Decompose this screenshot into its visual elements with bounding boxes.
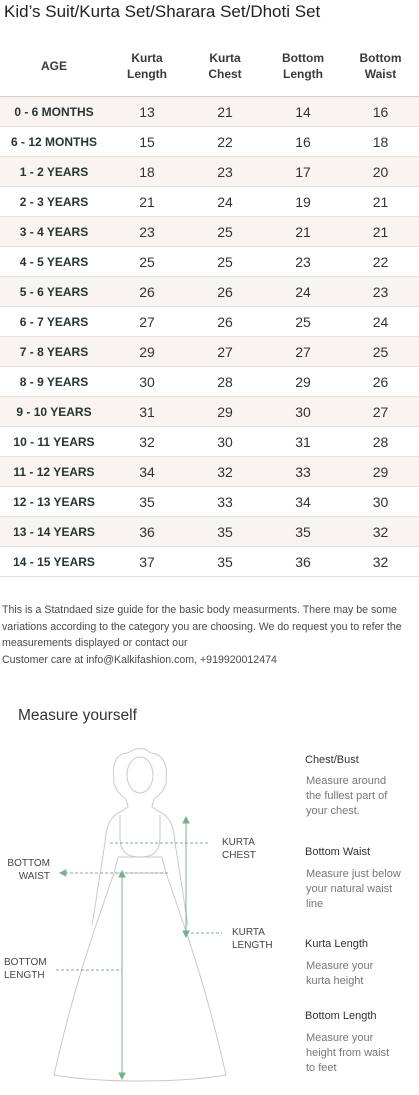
kurta-chest-cell: 33: [186, 487, 264, 517]
bottom-length-label: BOTTOM LENGTH: [4, 957, 47, 981]
bottom-waist-cell: 21: [342, 187, 419, 217]
kurta-length-cell: 13: [108, 97, 186, 127]
table-row: [0, 217, 419, 247]
bottom-length-cell: 16: [264, 127, 342, 157]
kurta-length-cell: 29: [108, 337, 186, 367]
bottom-length-cell: 23: [264, 247, 342, 277]
age-cell: 11 - 12 YEARS: [0, 457, 108, 487]
kurta-chest-cell: 22: [186, 127, 264, 157]
table-row: [0, 157, 419, 187]
size-guide-note: [2, 602, 416, 668]
bottom-waist-heading: Bottom Waist: [305, 846, 370, 858]
age-cell: 14 - 15 YEARS: [0, 547, 108, 577]
bottom-waist-cell: 27: [342, 397, 419, 427]
bottom-length-cell: 36: [264, 547, 342, 577]
kurta-chest-cell: 25: [186, 247, 264, 277]
kurta-length-cell: 35: [108, 487, 186, 517]
kurta-length-cell: 27: [108, 307, 186, 337]
kurta-length-cell: 30: [108, 367, 186, 397]
kurta-chest-cell: 28: [186, 367, 264, 397]
bottom-waist-cell: 21: [342, 217, 419, 247]
header-bottom-waist: Bottom Waist: [342, 36, 419, 97]
age-cell: 5 - 6 YEARS: [0, 277, 108, 307]
kurta-length-cell: 34: [108, 457, 186, 487]
age-cell: 12 - 13 YEARS: [0, 487, 108, 517]
kurta-chest-cell: 21: [186, 97, 264, 127]
kurta-length-label: KURTA LENGTH: [232, 927, 273, 951]
bottom-length-cell: 21: [264, 217, 342, 247]
kurta-length-cell: 26: [108, 277, 186, 307]
table-row: [0, 547, 419, 577]
table-row: [0, 517, 419, 547]
bottom-length-cell: 35: [264, 517, 342, 547]
age-cell: 6 - 12 MONTHS: [0, 127, 108, 157]
kurta-chest-cell: 35: [186, 517, 264, 547]
bottom-waist-cell: 20: [342, 157, 419, 187]
kurta-chest-cell: 23: [186, 157, 264, 187]
bottom-waist-cell: 28: [342, 427, 419, 457]
kurta-length-cell: 25: [108, 247, 186, 277]
header-kurta-length: Kurta Length: [108, 36, 186, 97]
kurta-chest-cell: 24: [186, 187, 264, 217]
kurta-length-cell: 36: [108, 517, 186, 547]
age-cell: 1 - 2 YEARS: [0, 157, 108, 187]
kurta-chest-cell: 35: [186, 547, 264, 577]
age-cell: 2 - 3 YEARS: [0, 187, 108, 217]
table-row: [0, 337, 419, 367]
bottom-waist-cell: 24: [342, 307, 419, 337]
kurta-chest-cell: 26: [186, 307, 264, 337]
age-cell: 8 - 9 YEARS: [0, 367, 108, 397]
header-kurta-chest: Kurta Chest: [186, 36, 264, 97]
kurta-length-heading: Kurta Length: [305, 938, 368, 950]
age-cell: 6 - 7 YEARS: [0, 307, 108, 337]
bottom-waist-cell: 32: [342, 517, 419, 547]
kurta-chest-cell: 25: [186, 217, 264, 247]
table-row: [0, 307, 419, 337]
table-row: [0, 277, 419, 307]
age-cell: 10 - 11 YEARS: [0, 427, 108, 457]
table-row: [0, 367, 419, 397]
bottom-length-cell: 29: [264, 367, 342, 397]
table-row: [0, 487, 419, 517]
age-cell: 9 - 10 YEARS: [0, 397, 108, 427]
kurta-length-cell: 18: [108, 157, 186, 187]
table-row: [0, 187, 419, 217]
bottom-length-cell: 25: [264, 307, 342, 337]
bottom-waist-cell: 26: [342, 367, 419, 397]
bottom-waist-cell: 23: [342, 277, 419, 307]
size-chart-table: [0, 36, 419, 577]
bottom-length-desc: Measure your height from waist to feet: [306, 1032, 390, 1074]
kurta-chest-cell: 32: [186, 457, 264, 487]
measurement-arrows: [56, 817, 222, 1079]
table-row: [0, 397, 419, 427]
page-title: Kid’s Suit/Kurta Set/Sharara Set/Dhoti Set: [4, 2, 321, 21]
bottom-length-cell: 27: [264, 337, 342, 367]
bottom-waist-cell: 22: [342, 247, 419, 277]
age-cell: 0 - 6 MONTHS: [0, 97, 108, 127]
bottom-length-cell: 19: [264, 187, 342, 217]
bottom-waist-arrowhead: [60, 870, 66, 876]
table-header-row: [0, 36, 419, 97]
header-bottom-length: Bottom Length: [264, 36, 342, 97]
kurta-chest-cell: 30: [186, 427, 264, 457]
header-age: AGE: [0, 36, 108, 97]
table-row: [0, 97, 419, 127]
kurta-chest-cell: 29: [186, 397, 264, 427]
bottom-waist-cell: 25: [342, 337, 419, 367]
age-cell: 4 - 5 YEARS: [0, 247, 108, 277]
kurta-length-cell: 37: [108, 547, 186, 577]
bottom-length-cell: 31: [264, 427, 342, 457]
kurta-chest-cell: 27: [186, 337, 264, 367]
bottom-length-cell: 33: [264, 457, 342, 487]
chest-bust-desc: Measure around the fullest part of your chest.: [306, 775, 388, 817]
age-cell: 7 - 8 YEARS: [0, 337, 108, 367]
age-cell: 13 - 14 YEARS: [0, 517, 108, 547]
bottom-length-cell: 24: [264, 277, 342, 307]
bottom-waist-cell: 18: [342, 127, 419, 157]
bottom-length-cell: 30: [264, 397, 342, 427]
bottom-waist-cell: 16: [342, 97, 419, 127]
measure-yourself-heading: Measure yourself: [18, 707, 137, 724]
bottom-waist-cell: 30: [342, 487, 419, 517]
customer-care-text: Customer care at info@Kalkifashion.com, +919920012474: [2, 653, 277, 666]
age-cell: 3 - 4 YEARS: [0, 217, 108, 247]
kurta-length-cell: 32: [108, 427, 186, 457]
table-row: [0, 127, 419, 157]
girl-outline: [54, 749, 226, 1082]
bottom-length-heading: Bottom Length: [305, 1010, 377, 1022]
bottom-length-cell: 14: [264, 97, 342, 127]
kurta-length-cell: 21: [108, 187, 186, 217]
kurta-length-cell: 31: [108, 397, 186, 427]
bottom-length-cell: 34: [264, 487, 342, 517]
bottom-waist-cell: 29: [342, 457, 419, 487]
chest-bust-heading: Chest/Bust: [305, 754, 359, 766]
kurta-chest-cell: 26: [186, 277, 264, 307]
table-row: [0, 457, 419, 487]
kurta-length-cell: 15: [108, 127, 186, 157]
body-measurement-figure: [0, 745, 300, 1085]
kurta-length-desc: Measure your kurta height: [306, 960, 374, 987]
bottom-waist-label: BOTTOM WAIST: [7, 858, 50, 882]
note-text: This is a Statndaed size guide for the basic body measurments. There may be some variations according to the category you are choosing. We do request you to refer the measurements displayed or contact our: [2, 604, 402, 649]
kurta-chest-label: KURTA CHEST: [222, 837, 256, 861]
bottom-length-cell: 17: [264, 157, 342, 187]
bottom-waist-cell: 32: [342, 547, 419, 577]
kurta-length-cell: 23: [108, 217, 186, 247]
table-row: [0, 427, 419, 457]
bottom-waist-desc: Measure just below your natural waist line: [306, 868, 401, 910]
table-row: [0, 247, 419, 277]
